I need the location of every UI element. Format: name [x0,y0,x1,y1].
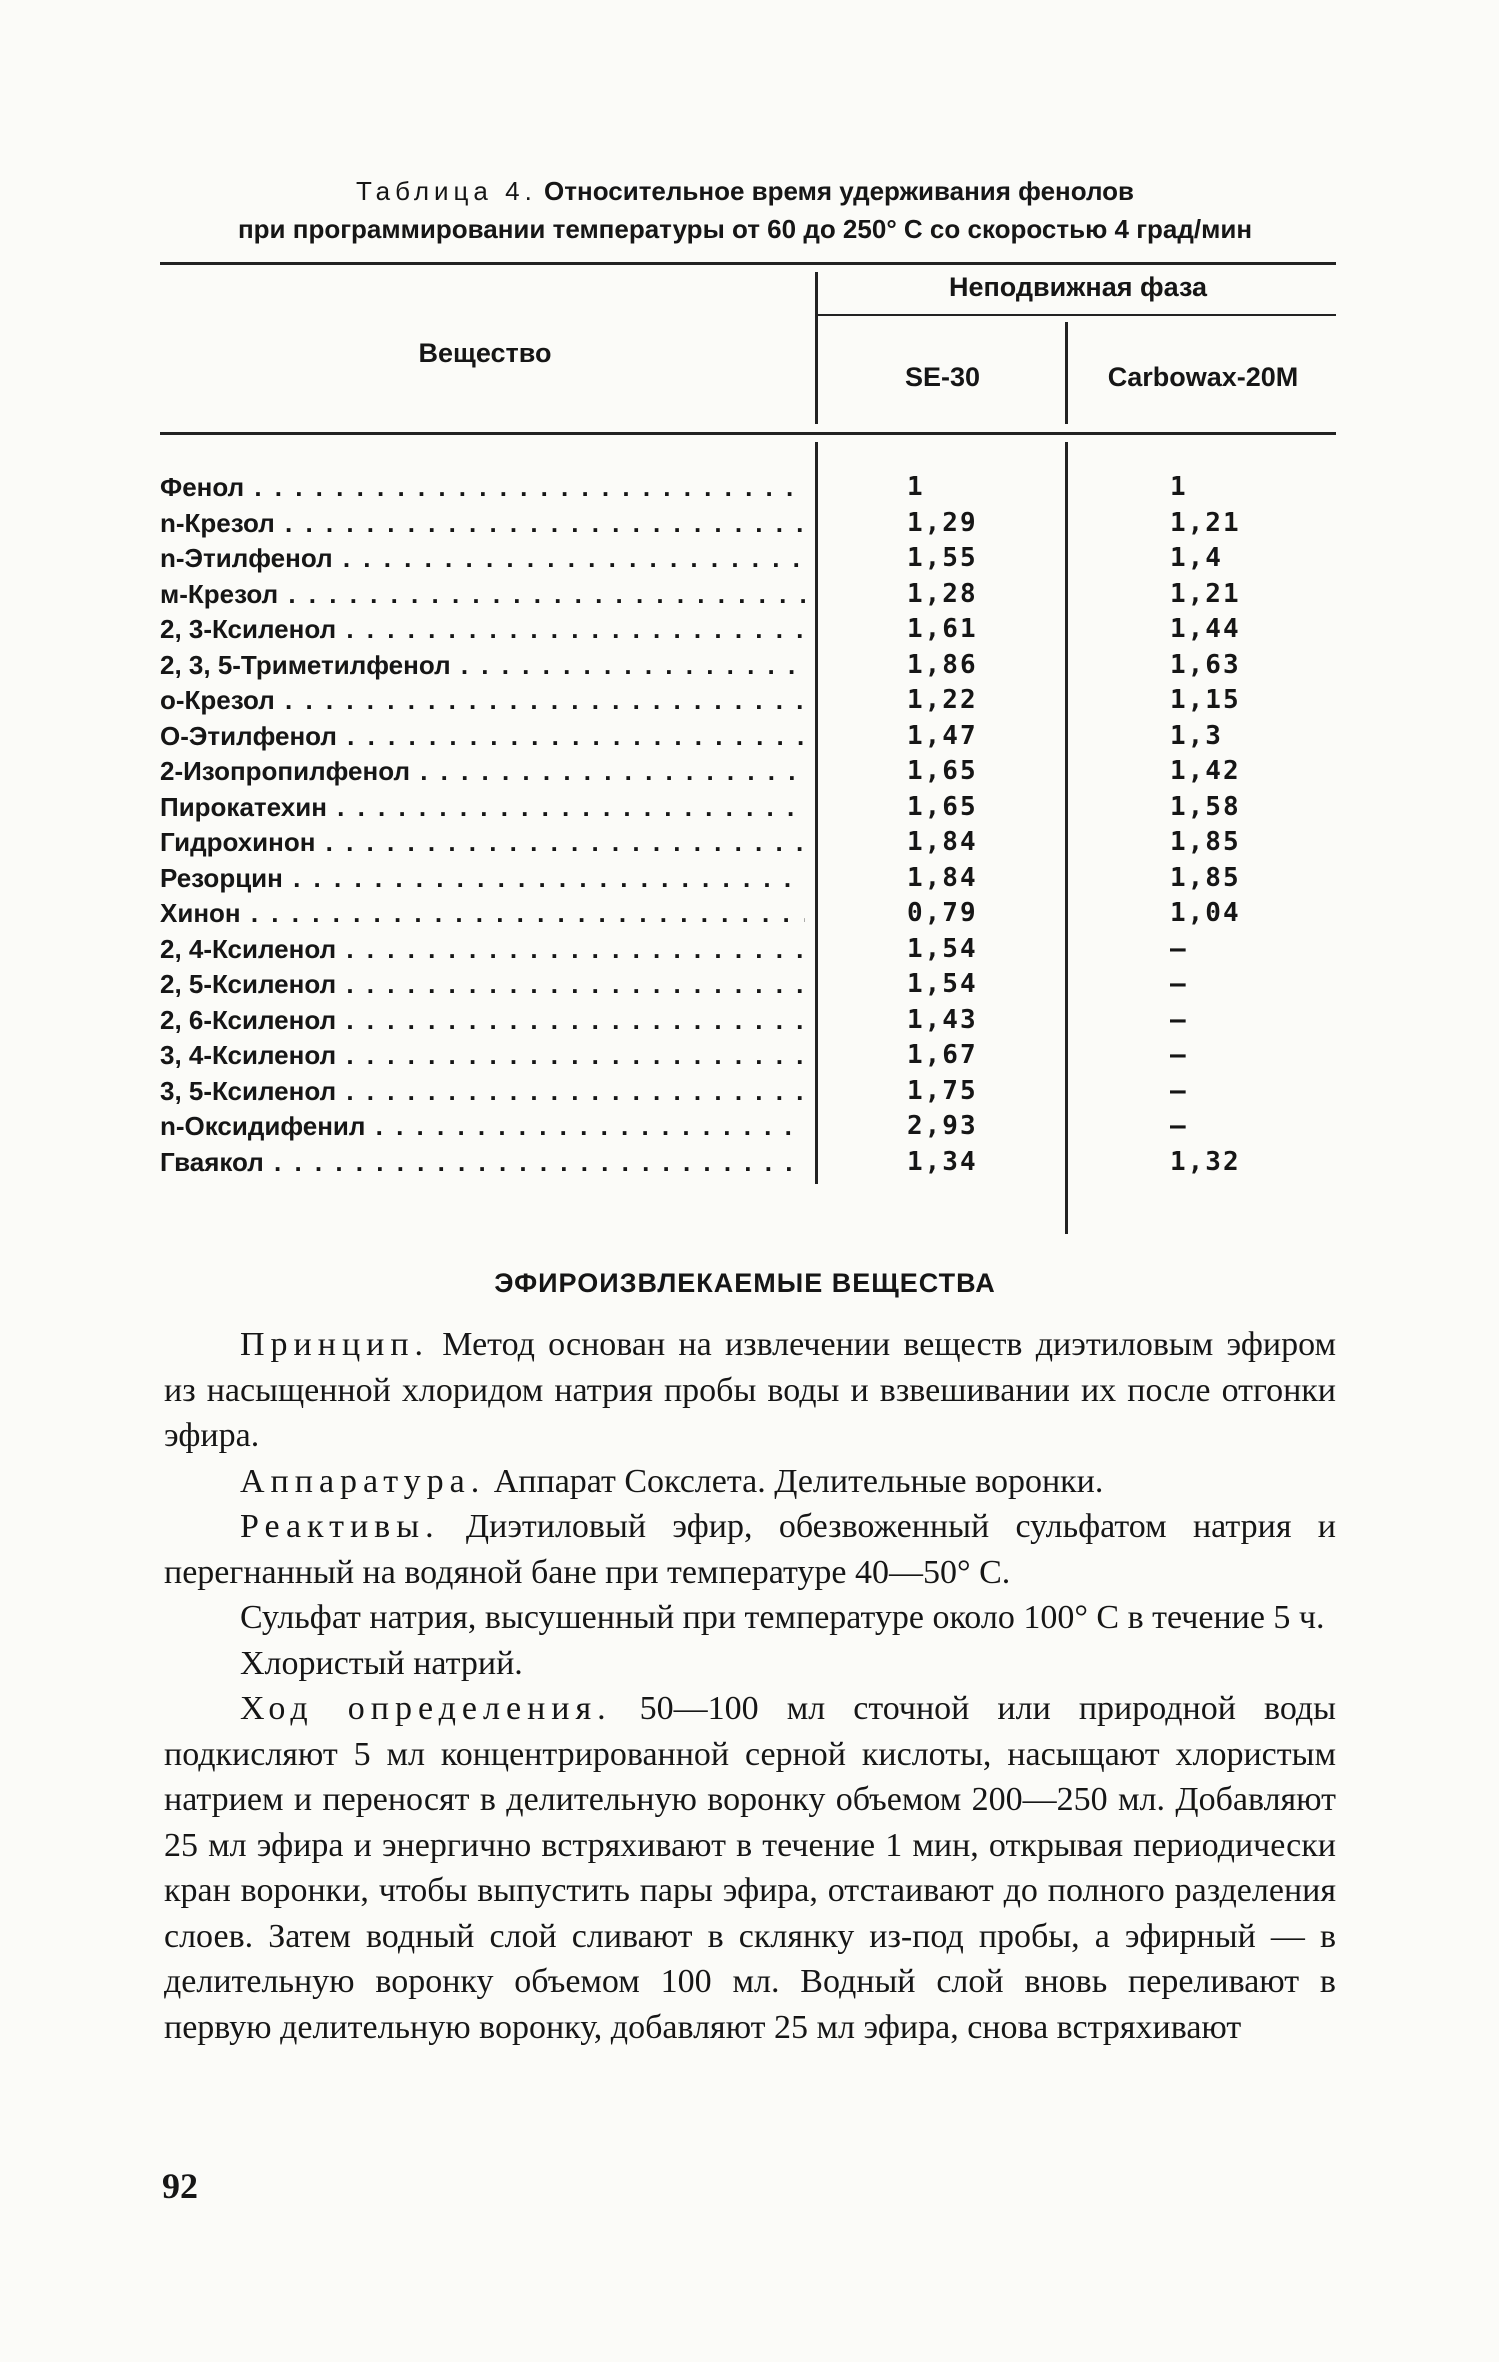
table-row [0,932,1499,967]
value-se30: 1,29 [907,507,978,538]
value-carbowax: 1,4 [1170,543,1223,573]
substance-name: n-Крезол . . . [160,506,805,541]
table-row [0,1038,1499,1073]
table-row [0,861,1499,896]
value-se30: 2,93 [907,1111,978,1141]
substance-name: Резорцин . . . [160,861,805,896]
caption-line-2: при программировании температуры от 60 до 250° С со скоростью 4 град/мин [237,214,1253,244]
paragraph-reagents [164,1504,1336,1595]
value-se30: 1,84 [907,827,978,857]
paragraph-principle [164,1322,1336,1459]
page-number: 92 [162,2166,198,2206]
value-carbowax: 1,21 [1170,507,1241,538]
value-carbowax: — [1170,933,1188,964]
table-row [0,612,1499,647]
substance-name: 2, 4-Ксиленол . . . [160,932,805,967]
substance-name: м-Крезол . . . [160,577,805,612]
table-row [0,648,1499,683]
table-row [0,967,1499,1002]
value-carbowax: 1,04 [1170,898,1241,928]
table-divider-substance [815,272,818,424]
value-se30: 1,75 [907,1075,978,1106]
value-se30: 1,28 [907,578,978,609]
table-row [0,1074,1499,1109]
value-se30: 1,55 [907,543,978,573]
paragraph-body: Метод основан на извлечении веществ диэтиловым эфиром из насыщенной хлоридом натрия пробы воды и взвешивании их после отгонки эфира. [164,1326,1336,1454]
substance-name: 3, 4-Ксиленол . . . [160,1038,805,1073]
caption-line-1 [150,172,1340,210]
paragraph-body: Диэтиловый эфир, обезвоженный сульфатом натрия и перегнанный на водяной бане при температуре 40—50° С. [164,1508,1336,1591]
value-se30: 1,22 [907,685,978,715]
value-se30: 1,61 [907,614,978,644]
body-text [164,1322,1336,2050]
value-se30: 1,54 [907,969,978,999]
substance-name: Фенол . . . [160,470,805,505]
table-row [0,1003,1499,1038]
substance-name: 3, 5-Ксиленол . . . [160,1074,805,1109]
table-header-bottom-rule [160,432,1336,435]
substance-name: 2-Изопропилфенол . . . [160,754,805,789]
value-se30: 1,43 [907,1004,978,1035]
value-carbowax: — [1170,969,1188,999]
table-row [0,896,1499,931]
table-row [0,1109,1499,1144]
substance-name: Хинон . . . [160,896,805,931]
paragraph-lead: Принцип. [240,1326,430,1363]
value-carbowax: 1,63 [1170,649,1241,680]
substance-name: Пирокатехин . . . [160,790,805,825]
table-row [0,470,1499,505]
value-se30: 1,65 [907,791,978,822]
substance-name: Гваякол . . . [160,1145,805,1180]
paragraph-sodium-sulfate: Сульфат натрия, высушенный при температуре около 100° С в течение 5 ч. [240,1599,1325,1636]
substance-name: 2, 6-Ксиленол . . . [160,1003,805,1038]
value-carbowax: 1,21 [1170,578,1241,609]
table-row [0,1145,1499,1180]
value-carbowax: 1,85 [1170,827,1241,857]
table-row [0,506,1499,541]
header-se30: SE-30 [904,362,981,392]
value-carbowax: 1,85 [1170,862,1241,893]
table-row [0,790,1499,825]
paragraph-procedure [164,1686,1336,2050]
substance-name: 2, 3-Ксиленол . . . [160,612,805,647]
header-stationary-phase: Неподвижная фаза [948,272,1208,302]
substance-name: Гидрохинон . . . [160,825,805,860]
value-carbowax: — [1170,1075,1188,1106]
substance-name: 2, 5-Ксиленол . . . [160,967,805,1002]
table-divider-header-cols [1065,322,1068,424]
substance-name: n-Этилфенол . . . [160,541,805,576]
table-row [0,683,1499,718]
value-se30: 1,47 [907,720,978,751]
paragraph-sodium-chloride: Хлористый натрий. [240,1644,523,1682]
table-row [0,825,1499,860]
value-carbowax: 1,58 [1170,791,1241,822]
paragraph-body: Аппарат Сокслета. Делительные воронки. [485,1462,1104,1500]
table-top-rule [160,262,1336,265]
paragraph-apparatus [164,1459,1336,1505]
table-caption [150,172,1340,248]
value-se30: 1,65 [907,756,978,786]
value-carbowax: — [1170,1111,1188,1141]
value-se30: 1,67 [907,1040,978,1070]
value-se30: 1,84 [907,862,978,893]
paragraph-lead: Ход определения. [240,1690,612,1727]
substance-name: О-Этилфенол . . . [160,719,805,754]
header-substance: Вещество [418,338,552,368]
value-se30: 1,34 [907,1146,978,1177]
value-se30: 1,86 [907,649,978,680]
substance-name: n-Оксидифенил . . . [160,1109,805,1144]
caption-label: Таблица 4. [355,176,537,206]
substance-name: 2, 3, 5-Триметилфенол . . . [160,648,805,683]
caption-title: Относительное время удерживания фенолов [544,176,1135,206]
paragraph-lead: Реактивы. [240,1508,440,1545]
value-carbowax: 1,32 [1170,1146,1241,1177]
table-row [0,541,1499,576]
substance-name: о-Крезол . . . [160,683,805,718]
table-row [0,719,1499,754]
value-carbowax: — [1170,1004,1188,1035]
table-row [0,577,1499,612]
value-carbowax: — [1170,1040,1188,1070]
value-se30: 1 [907,472,925,502]
paragraph-lead: Аппаратура. [240,1462,486,1500]
value-se30: 1,54 [907,933,978,964]
paragraph-body: 50—100 мл сточной или природной воды подкисляют 5 мл концентрированной серной кислоты, насыщают хлористым натрием и переносят в делительную воронку объемом 200—250 мл. Добавляют 25 мл эфира и энергично встряхивают в течение 1 мин, открывая периодически кран воронки, чтобы выпустить пары эфира, отстаивают до полного разделения слоев. Затем водный слой сливают в склянку из-под пробы, а эфирный — в делительную воронку объемом 100 мл. Водный слой вновь переливают в первую делительную воронку, добавляют 25 мл эфира, снова встряхивают [164,1690,1336,2046]
value-se30: 0,79 [907,898,978,928]
value-carbowax: 1,15 [1170,685,1241,715]
header-carbowax: Carbowax-20M [1107,362,1299,392]
value-carbowax: 1 [1170,472,1188,502]
table-row [0,754,1499,789]
phase-header-rule [818,314,1336,316]
value-carbowax: 1,42 [1170,756,1241,786]
value-carbowax: 1,3 [1170,720,1223,751]
section-title: ЭФИРОИЗВЛЕКАЕМЫЕ ВЕЩЕСТВА [494,1268,996,1298]
value-carbowax: 1,44 [1170,614,1241,644]
